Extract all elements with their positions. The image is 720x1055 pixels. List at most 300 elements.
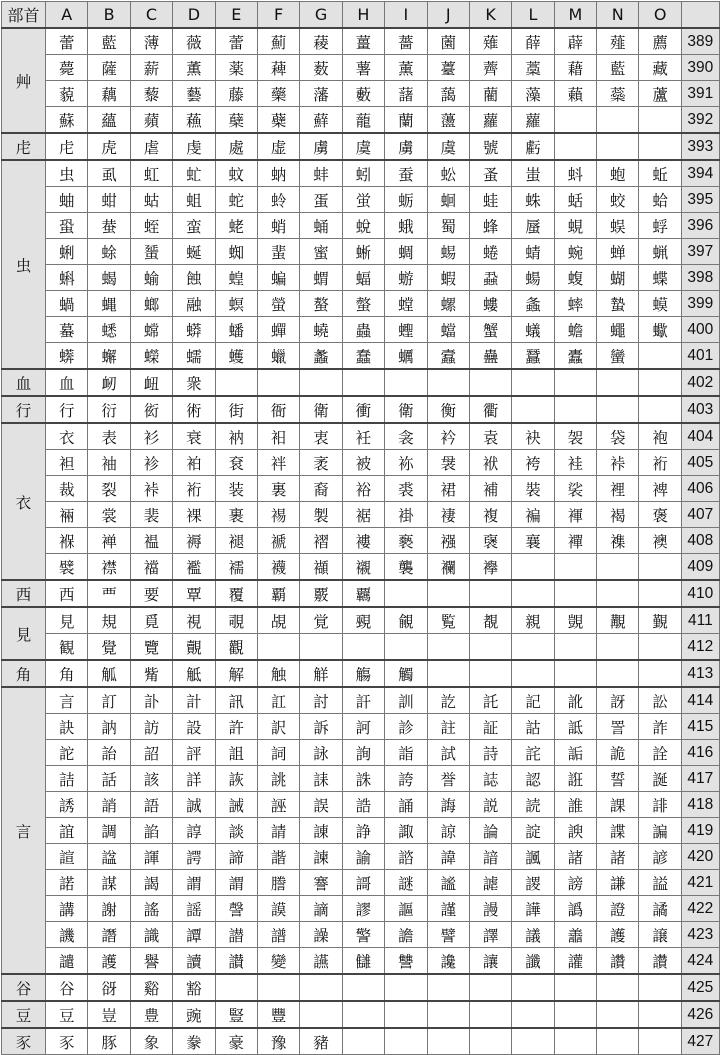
page-number: 424	[681, 948, 719, 975]
kanji-cell: 謁	[130, 870, 172, 896]
kanji-cell	[469, 369, 511, 396]
kanji-cell: 諄	[173, 818, 215, 844]
kanji-cell: 蟬	[257, 317, 299, 343]
kanji-cell: 蘯	[427, 107, 469, 134]
kanji-cell: 豬	[300, 1028, 342, 1055]
kanji-cell	[639, 580, 681, 607]
kanji-cell: 蚰	[46, 187, 88, 213]
kanji-cell: 衵	[257, 423, 299, 450]
page-number: 415	[681, 714, 719, 740]
kanji-cell: 諠	[46, 844, 88, 870]
kanji-cell: 螺	[427, 291, 469, 317]
page-number: 421	[681, 870, 719, 896]
kanji-cell: 豆	[46, 1001, 88, 1028]
kanji-cell: 謠	[130, 896, 172, 922]
kanji-cell: 誚	[88, 792, 130, 818]
kanji-cell: 袖	[88, 450, 130, 476]
kanji-cell: 融	[173, 291, 215, 317]
kanji-cell: 諤	[173, 844, 215, 870]
radical-cell: 血	[2, 369, 46, 396]
kanji-cell: 誤	[300, 792, 342, 818]
kanji-cell: 薬	[215, 55, 257, 81]
kanji-cell: 蟀	[554, 291, 596, 317]
kanji-cell: 譜	[257, 922, 299, 948]
kanji-cell: 詼	[215, 766, 257, 792]
kanji-cell: 觧	[300, 660, 342, 687]
kanji-cell: 訟	[639, 687, 681, 714]
kanji-cell: 見	[46, 607, 88, 634]
kanji-cell: 認	[512, 766, 554, 792]
page-number: 425	[681, 974, 719, 1001]
kanji-cell: 譚	[173, 922, 215, 948]
kanji-cell: 蛉	[257, 187, 299, 213]
kanji-cell: 謬	[342, 896, 384, 922]
kanji-cell: 薔	[385, 28, 427, 55]
kanji-cell: 蟄	[597, 291, 639, 317]
kanji-cell	[427, 634, 469, 661]
kanji-cell	[597, 660, 639, 687]
kanji-cell: 謳	[385, 896, 427, 922]
kanji-cell: 虹	[130, 160, 172, 187]
kanji-cell	[342, 974, 384, 1001]
kanji-cell: 蝓	[130, 265, 172, 291]
table-row	[2, 974, 720, 1001]
kanji-cell	[385, 1028, 427, 1055]
kanji-cell: 蚩	[512, 160, 554, 187]
kanji-cell: 蟷	[427, 317, 469, 343]
kanji-cell: 處	[215, 133, 257, 160]
kanji-cell: 觜	[130, 660, 172, 687]
kanji-cell: 蜷	[469, 239, 511, 265]
kanji-cell: 蟹	[469, 317, 511, 343]
kanji-cell: 豕	[46, 1028, 88, 1055]
kanji-cell: 衽	[342, 423, 384, 450]
kanji-cell	[597, 634, 639, 661]
table-row	[2, 187, 720, 213]
table-row	[2, 844, 720, 870]
kanji-cell: 螂	[130, 291, 172, 317]
table-row	[2, 634, 720, 661]
kanji-cell: 褄	[427, 502, 469, 528]
kanji-cell	[427, 580, 469, 607]
table-row	[2, 607, 720, 634]
kanji-cell: 豊	[130, 1001, 172, 1028]
kanji-cell: 蠍	[639, 317, 681, 343]
kanji-cell: 襞	[46, 554, 88, 581]
kanji-cell: 謡	[173, 896, 215, 922]
kanji-cell: 衙	[257, 396, 299, 423]
kanji-cell: 誓	[597, 766, 639, 792]
page-number: 393	[681, 133, 719, 160]
page-column-header	[681, 2, 719, 29]
kanji-cell: 裕	[342, 476, 384, 502]
kanji-cell: 讎	[342, 948, 384, 975]
kanji-cell: 裼	[257, 502, 299, 528]
kanji-cell: 設	[173, 714, 215, 740]
kanji-cell: 虔	[173, 133, 215, 160]
kanji-cell	[427, 1001, 469, 1028]
kanji-cell: 襤	[173, 554, 215, 581]
radical-cell: 言	[2, 687, 46, 974]
kanji-cell: 藷	[385, 81, 427, 107]
kanji-cell: 蕾	[215, 28, 257, 55]
kanji-cell: 誕	[639, 766, 681, 792]
kanji-cell: 谺	[88, 974, 130, 1001]
page-number: 422	[681, 896, 719, 922]
kanji-cell: 蟲	[342, 317, 384, 343]
kanji-cell: 規	[88, 607, 130, 634]
table-row	[2, 423, 720, 450]
kanji-cell: 蛙	[469, 187, 511, 213]
kanji-cell: 諛	[554, 818, 596, 844]
kanji-cell	[554, 1001, 596, 1028]
kanji-cell: 薯	[342, 55, 384, 81]
page-number: 417	[681, 766, 719, 792]
kanji-cell: 覡	[342, 607, 384, 634]
kanji-cell	[597, 974, 639, 1001]
kanji-cell: 誼	[46, 818, 88, 844]
kanji-cell: 詛	[215, 740, 257, 766]
kanji-cell: 裁	[46, 476, 88, 502]
column-header-l: L	[512, 2, 554, 29]
kanji-cell: 襪	[257, 554, 299, 581]
kanji-cell: 蜃	[512, 213, 554, 239]
kanji-cell: 謨	[257, 896, 299, 922]
kanji-cell	[554, 974, 596, 1001]
kanji-cell: 豚	[88, 1028, 130, 1055]
kanji-cell: 衣	[46, 423, 88, 450]
page-number: 396	[681, 213, 719, 239]
kanji-cell: 虫	[46, 160, 88, 187]
kanji-cell: 藝	[173, 81, 215, 107]
kanji-cell: 襟	[88, 554, 130, 581]
table-row	[2, 740, 720, 766]
kanji-cell: 証	[469, 714, 511, 740]
kanji-cell: 蜑	[130, 239, 172, 265]
table-row	[2, 818, 720, 844]
kanji-cell: 裴	[130, 502, 172, 528]
kanji-cell	[385, 974, 427, 1001]
table-row	[2, 369, 720, 396]
kanji-cell: 衒	[130, 396, 172, 423]
page-number: 423	[681, 922, 719, 948]
kanji-cell: 褸	[342, 528, 384, 554]
kanji-cell: 蠏	[88, 343, 130, 370]
kanji-cell: 薐	[300, 28, 342, 55]
kanji-cell: 裃	[130, 476, 172, 502]
kanji-cell	[512, 974, 554, 1001]
kanji-cell: 覓	[130, 607, 172, 634]
table-row	[2, 870, 720, 896]
kanji-cell: 詒	[88, 740, 130, 766]
kanji-cell: 襦	[215, 554, 257, 581]
kanji-cell: 詔	[130, 740, 172, 766]
kanji-cell: 蠢	[342, 343, 384, 370]
kanji-cell: 話	[88, 766, 130, 792]
kanji-cell: 蜜	[300, 239, 342, 265]
kanji-cell: 薙	[469, 28, 511, 55]
kanji-cell: 螽	[512, 291, 554, 317]
kanji-cell	[639, 660, 681, 687]
kanji-cell: 蠡	[300, 343, 342, 370]
kanji-cell: 蠧	[427, 343, 469, 370]
kanji-cell: 蛯	[215, 213, 257, 239]
kanji-cell: 薮	[300, 55, 342, 81]
kanji-cell: 蕾	[46, 28, 88, 55]
kanji-cell: 蝶	[639, 265, 681, 291]
kanji-cell: 變	[257, 948, 299, 975]
column-header-e: E	[215, 2, 257, 29]
kanji-cell: 講	[46, 896, 88, 922]
kanji-cell: 誣	[257, 792, 299, 818]
kanji-cell: 覬	[554, 607, 596, 634]
page-number: 413	[681, 660, 719, 687]
kanji-cell	[554, 554, 596, 581]
kanji-cell	[512, 634, 554, 661]
kanji-cell: 藁	[512, 55, 554, 81]
kanji-cell	[597, 1001, 639, 1028]
kanji-cell: 謄	[257, 870, 299, 896]
kanji-cell	[597, 133, 639, 160]
kanji-cell	[639, 634, 681, 661]
kanji-cell: 蜉	[639, 213, 681, 239]
kanji-cell: 襍	[597, 528, 639, 554]
kanji-cell: 蝗	[215, 265, 257, 291]
kanji-cell: 覲	[639, 607, 681, 634]
kanji-cell: 譫	[385, 922, 427, 948]
table-row	[2, 317, 720, 343]
kanji-cell: 褥	[173, 528, 215, 554]
kanji-cell: 裨	[639, 476, 681, 502]
kanji-cell: 詠	[300, 740, 342, 766]
kanji-cell: 螫	[342, 291, 384, 317]
kanji-cell: 訓	[385, 687, 427, 714]
kanji-cell	[342, 1001, 384, 1028]
kanji-cell: 謔	[469, 870, 511, 896]
kanji-cell: 蛋	[300, 187, 342, 213]
page-number: 389	[681, 28, 719, 55]
kanji-cell: 訪	[130, 714, 172, 740]
kanji-cell	[512, 580, 554, 607]
kanji-cell: 諍	[342, 818, 384, 844]
table-row	[2, 1028, 720, 1055]
kanji-cell: 蛮	[173, 213, 215, 239]
kanji-cell: 詈	[597, 714, 639, 740]
kanji-cell: 蟇	[46, 317, 88, 343]
kanji-cell: 蜿	[554, 239, 596, 265]
column-header-b: B	[88, 2, 130, 29]
kanji-cell: 蘂	[597, 81, 639, 107]
kanji-cell: 訛	[554, 687, 596, 714]
kanji-cell: 蠹	[554, 343, 596, 370]
table-row	[2, 528, 720, 554]
kanji-cell: 虻	[173, 160, 215, 187]
kanji-cell: 諌	[300, 818, 342, 844]
kanji-cell: 虜	[300, 133, 342, 160]
kanji-cell: 象	[130, 1028, 172, 1055]
kanji-cell: 詁	[512, 714, 554, 740]
kanji-cell: 訂	[88, 687, 130, 714]
kanji-cell: 虚	[257, 133, 299, 160]
kanji-cell: 謾	[469, 896, 511, 922]
page-number: 390	[681, 55, 719, 81]
kanji-cell: 譴	[46, 948, 88, 975]
page-number: 404	[681, 423, 719, 450]
kanji-cell: 蠟	[257, 343, 299, 370]
kanji-cell: 蝕	[173, 265, 215, 291]
kanji-cell: 覽	[130, 634, 172, 661]
kanji-cell: 諭	[342, 844, 384, 870]
kanji-cell: 調	[88, 818, 130, 844]
kanji-cell: 覀	[88, 580, 130, 607]
kanji-cell: 誹	[639, 792, 681, 818]
kanji-cell	[639, 133, 681, 160]
kanji-cell: 譯	[469, 922, 511, 948]
column-header-a: A	[46, 2, 88, 29]
kanji-cell: 蟋	[88, 317, 130, 343]
kanji-cell: 讃	[215, 948, 257, 975]
kanji-cell: 謀	[88, 870, 130, 896]
kanji-cell: 觸	[385, 660, 427, 687]
kanji-cell: 藻	[512, 81, 554, 107]
kanji-cell: 蟒	[173, 317, 215, 343]
kanji-cell: 蚕	[385, 160, 427, 187]
kanji-cell: 虜	[385, 133, 427, 160]
kanji-cell	[639, 1001, 681, 1028]
kanji-cell: 蛭	[130, 213, 172, 239]
kanji-cell: 虐	[130, 133, 172, 160]
kanji-cell	[639, 396, 681, 423]
kanji-cell	[597, 369, 639, 396]
kanji-cell: 蛆	[173, 187, 215, 213]
kanji-cell: 許	[215, 714, 257, 740]
table-row	[2, 554, 720, 581]
kanji-cell: 西	[46, 580, 88, 607]
kanji-cell	[554, 107, 596, 134]
kanji-cell: 裘	[385, 476, 427, 502]
kanji-cell: 薺	[469, 55, 511, 81]
table-row	[2, 239, 720, 265]
kanji-cell: 詳	[173, 766, 215, 792]
radical-cell: 豆	[2, 1001, 46, 1028]
kanji-cell: 譖	[88, 922, 130, 948]
kanji-cell: 蝋	[639, 239, 681, 265]
kanji-cell: 読	[512, 792, 554, 818]
page-number: 407	[681, 502, 719, 528]
table-row	[2, 28, 720, 55]
kanji-cell: 藍	[597, 55, 639, 81]
kanji-cell: 蘭	[385, 107, 427, 134]
kanji-cell: 観	[46, 634, 88, 661]
page-number: 426	[681, 1001, 719, 1028]
kanji-cell: 託	[469, 687, 511, 714]
kanji-cell: 課	[597, 792, 639, 818]
kanji-cell: 誘	[46, 792, 88, 818]
page-number: 414	[681, 687, 719, 714]
kanji-cell: 蝦	[427, 265, 469, 291]
page-number: 418	[681, 792, 719, 818]
table-row	[2, 948, 720, 975]
kanji-cell: 蘇	[46, 107, 88, 134]
kanji-cell: 蛄	[130, 187, 172, 213]
kanji-cell: 褊	[512, 502, 554, 528]
kanji-cell: 蛸	[257, 213, 299, 239]
kanji-cell: 衲	[215, 423, 257, 450]
kanji-cell: 褌	[554, 502, 596, 528]
column-header-d: D	[173, 2, 215, 29]
kanji-cell: 蝸	[46, 291, 88, 317]
kanji-cell: 裄	[173, 476, 215, 502]
kanji-cell: 詑	[46, 740, 88, 766]
kanji-cell: 蚤	[469, 160, 511, 187]
kanji-cell: 蚣	[427, 160, 469, 187]
kanji-cell: 虞	[342, 133, 384, 160]
header-row	[2, 2, 720, 29]
kanji-cell	[554, 133, 596, 160]
kanji-cell: 衛	[385, 396, 427, 423]
kanji-cell: 訌	[257, 687, 299, 714]
kanji-cell: 識	[130, 922, 172, 948]
kanji-cell: 詭	[597, 740, 639, 766]
kanji-cell	[427, 974, 469, 1001]
table-row	[2, 396, 720, 423]
kanji-cell: 藥	[257, 81, 299, 107]
kanji-cell: 裃	[597, 450, 639, 476]
kanji-cell: 袁	[469, 423, 511, 450]
page-number: 419	[681, 818, 719, 844]
kanji-cell: 裟	[554, 476, 596, 502]
kanji-cell: 語	[130, 792, 172, 818]
kanji-cell: 襃	[469, 528, 511, 554]
kanji-cell: 衄	[130, 369, 172, 396]
kanji-cell: 議	[512, 922, 554, 948]
kanji-cell: 術	[173, 396, 215, 423]
page-number: 403	[681, 396, 719, 423]
kanji-cell	[469, 634, 511, 661]
kanji-cell: 蛍	[342, 187, 384, 213]
kanji-cell: 蛾	[385, 213, 427, 239]
kanji-cell: 訳	[257, 714, 299, 740]
kanji-cell: 蟐	[130, 317, 172, 343]
kanji-cell: 蠑	[130, 343, 172, 370]
kanji-cell: 襠	[130, 554, 172, 581]
kanji-cell: 薤	[597, 28, 639, 55]
kanji-cell	[639, 974, 681, 1001]
kanji-cell	[215, 974, 257, 1001]
kanji-cell: 覺	[88, 634, 130, 661]
kanji-cell: 號	[469, 133, 511, 160]
kanji-cell: 蠖	[215, 343, 257, 370]
kanji-cell: 觝	[173, 660, 215, 687]
kanji-cell: 觀	[215, 634, 257, 661]
kanji-cell: 襭	[300, 554, 342, 581]
kanji-cell: 訊	[215, 687, 257, 714]
kanji-cell: 蛎	[385, 187, 427, 213]
kanji-cell: 褫	[257, 528, 299, 554]
kanji-cell: 譁	[512, 896, 554, 922]
kanji-cell: 諱	[427, 844, 469, 870]
table-row	[2, 343, 720, 370]
kanji-cell: 装	[215, 476, 257, 502]
kanji-cell: 薄	[130, 28, 172, 55]
kanji-cell	[385, 634, 427, 661]
kanji-cell: 蟯	[300, 317, 342, 343]
kanji-cell: 裝	[512, 476, 554, 502]
page-number: 416	[681, 740, 719, 766]
kanji-cell: 觴	[342, 660, 384, 687]
kanji-cell: 諂	[130, 818, 172, 844]
kanji-cell: 覚	[300, 607, 342, 634]
